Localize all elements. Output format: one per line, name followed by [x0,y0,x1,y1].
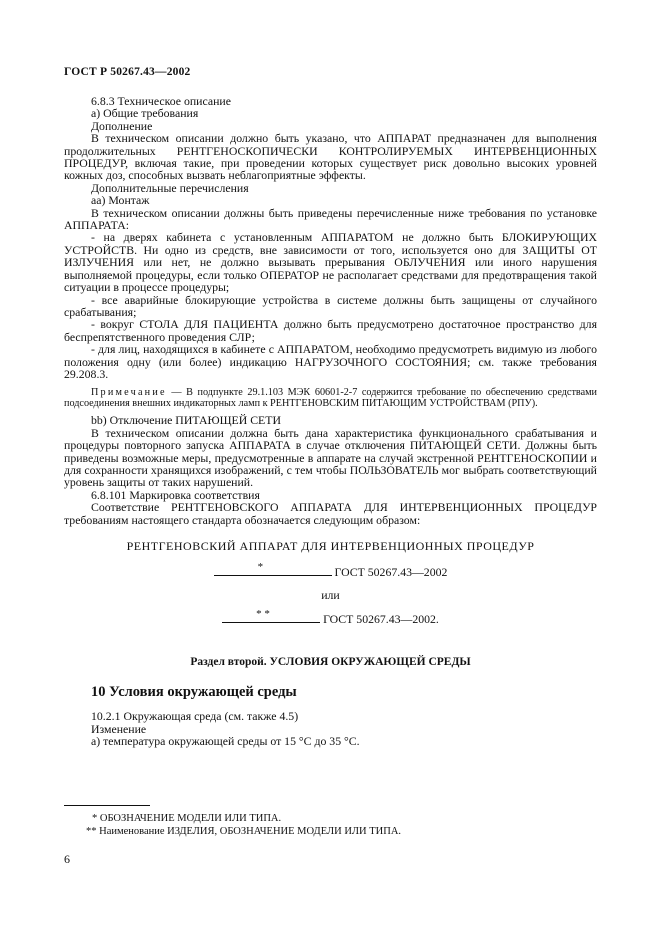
marking-standard: ГОСТ 50267.43—2002 [334,565,448,580]
footnote: ** Наименование ИЗДЕЛИЯ, ОБОЗНАЧЕНИЕ МОДЕЛИ ИЛИ ТИПА. [86,826,402,837]
item-temperature: а) температура окружающей среды от 15 °С до 35 °С. [91,734,360,749]
part-title: Раздел второй. УСЛОВИЯ ОКРУЖАЮЩЕЙ СРЕДЫ [190,655,471,668]
paragraph-power-outage: В техническом описании должна быть дана характеристика функционального срабатывания и процедуры повторного запуска АППАРАТА в случае отключения ПИТАЮЩЕЙ СЕТИ. Должны быть приведены возможные меры, предусмотренные в аппарате на случай экстренной РЕНТГЕНОСКОПИИ и для сохранности хранящихся изображений, с тем чтобы ПОЛЬЗОВАТЕЛЬ мог выбрать соответствующий уровень защиты от таких нарушений. [64,425,597,490]
sub-heading-bb: bb) Отключение ПИТАЮЩЕЙ СЕТИ [91,413,281,428]
paragraph-marking: Соответствие РЕНТГЕНОВСКОГО АППАРАТА ДЛЯ ИНТЕРВЕНЦИОННЫХ ПРОЦЕДУР требованиям настоящего стандарта обозначается следующим образом: [64,500,597,527]
blank-line [214,561,332,576]
paragraph-installation: В техническом описании должны быть приведены перечисленные ниже требования по установке АППАРАТА: [64,205,597,233]
marking-or: или [321,587,340,602]
chapter-title: 10 Условия окружающей среды [91,684,297,701]
marking-line-2 [64,608,597,627]
page-number: 6 [64,852,70,866]
marking-line-1 [64,561,597,580]
footnote-mark: * [257,561,264,574]
list-item: - на дверях кабинета с установленным АППАРАТОМ не должно быть БЛОКИРУЮЩИХ УСТРОЙСТВ. Ни одно из средств, вне зависимости от того, используется оно для ЗАЩИТЫ ОТ ИЗЛУЧЕНИЯ или нет, не должно вызывать прерывания ОБЛУЧЕНИЯ или иного нарушения выполняемой процедуры, если только ОПЕРАТОР не располагает средствами для предотвращения такой ситуации в процессе процедуры; [64,230,597,295]
footnote-mark: * * [256,608,270,621]
blank-line [222,608,320,623]
paragraph-purpose: В техническом описании должно быть указано, что АППАРАТ предназначен для выполнения продолжительных РЕНТГЕНОСКОПИЧЕСКИ КОНТРОЛИРУЕМЫХ ИНТЕРВЕНЦИОННЫХ ПРОЦЕДУР, включая такие, при проведении которых существует риск довольно высоких уровней кожных доз, способных вызвать неблагоприятные эффекты. [64,131,597,183]
note-text: — В подпункте 29.1.103 МЭК 60601-2-7 содержится требование по обеспечению средствами подсоединения внешних индикаторных ламп к РЕНТГЕНОВСКИМ ПИТАЮЩИМ УСТРОЙСТВАМ (РПУ). [64,387,597,410]
body-text [64,95,597,748]
marking-standard: ГОСТ 50267.43—2002. [323,612,439,627]
footnote-divider [64,805,150,806]
footnotes [64,812,597,838]
label-additional-list: Дополнительные перечисления [91,180,249,195]
list-item: - все аварийные блокирующие устройства в системе должны быть защищены от случайного срабатывания; [64,292,597,319]
clause-heading-6-8-3: 6.8.3 Техническое описание [91,94,231,108]
label-change: Изменение [91,721,147,736]
note [64,387,597,409]
footnote: * ОБОЗНАЧЕНИЕ МОДЕЛИ ИЛИ ТИПА. [92,813,282,824]
clause-heading-6-8-101: 6.8.101 Маркировка соответствия [91,487,260,502]
label-addition: Дополнение [91,118,153,133]
sub-heading-a: а) Общие требования [91,106,199,121]
list-item: - вокруг СТОЛА ДЛЯ ПАЦИЕНТА должно быть предусмотрено достаточное пространство для беспрепятственного проведения СЛР; [64,317,597,344]
document-header: ГОСТ Р 50267.43—2002 [64,66,191,78]
sub-heading-aa: аа) Монтаж [91,193,150,208]
note-label: Примечание [91,387,167,399]
marking-title: РЕНТГЕНОВСКИЙ АППАРАТ ДЛЯ ИНТЕРВЕНЦИОННЫХ ПРОЦЕДУР [126,539,535,553]
clause-10-2-1: 10.2.1 Окружающая среда (см. также 4.5) [91,709,299,724]
list-item: - для лиц, находящихся в кабинете с АППАРАТОМ, необходимо предусмотреть видимую из любого положения одну (или более) индикацию НАГРУЗОЧНОГО СОСТОЯНИЯ; см. также требования 29.208.3. [64,342,597,381]
